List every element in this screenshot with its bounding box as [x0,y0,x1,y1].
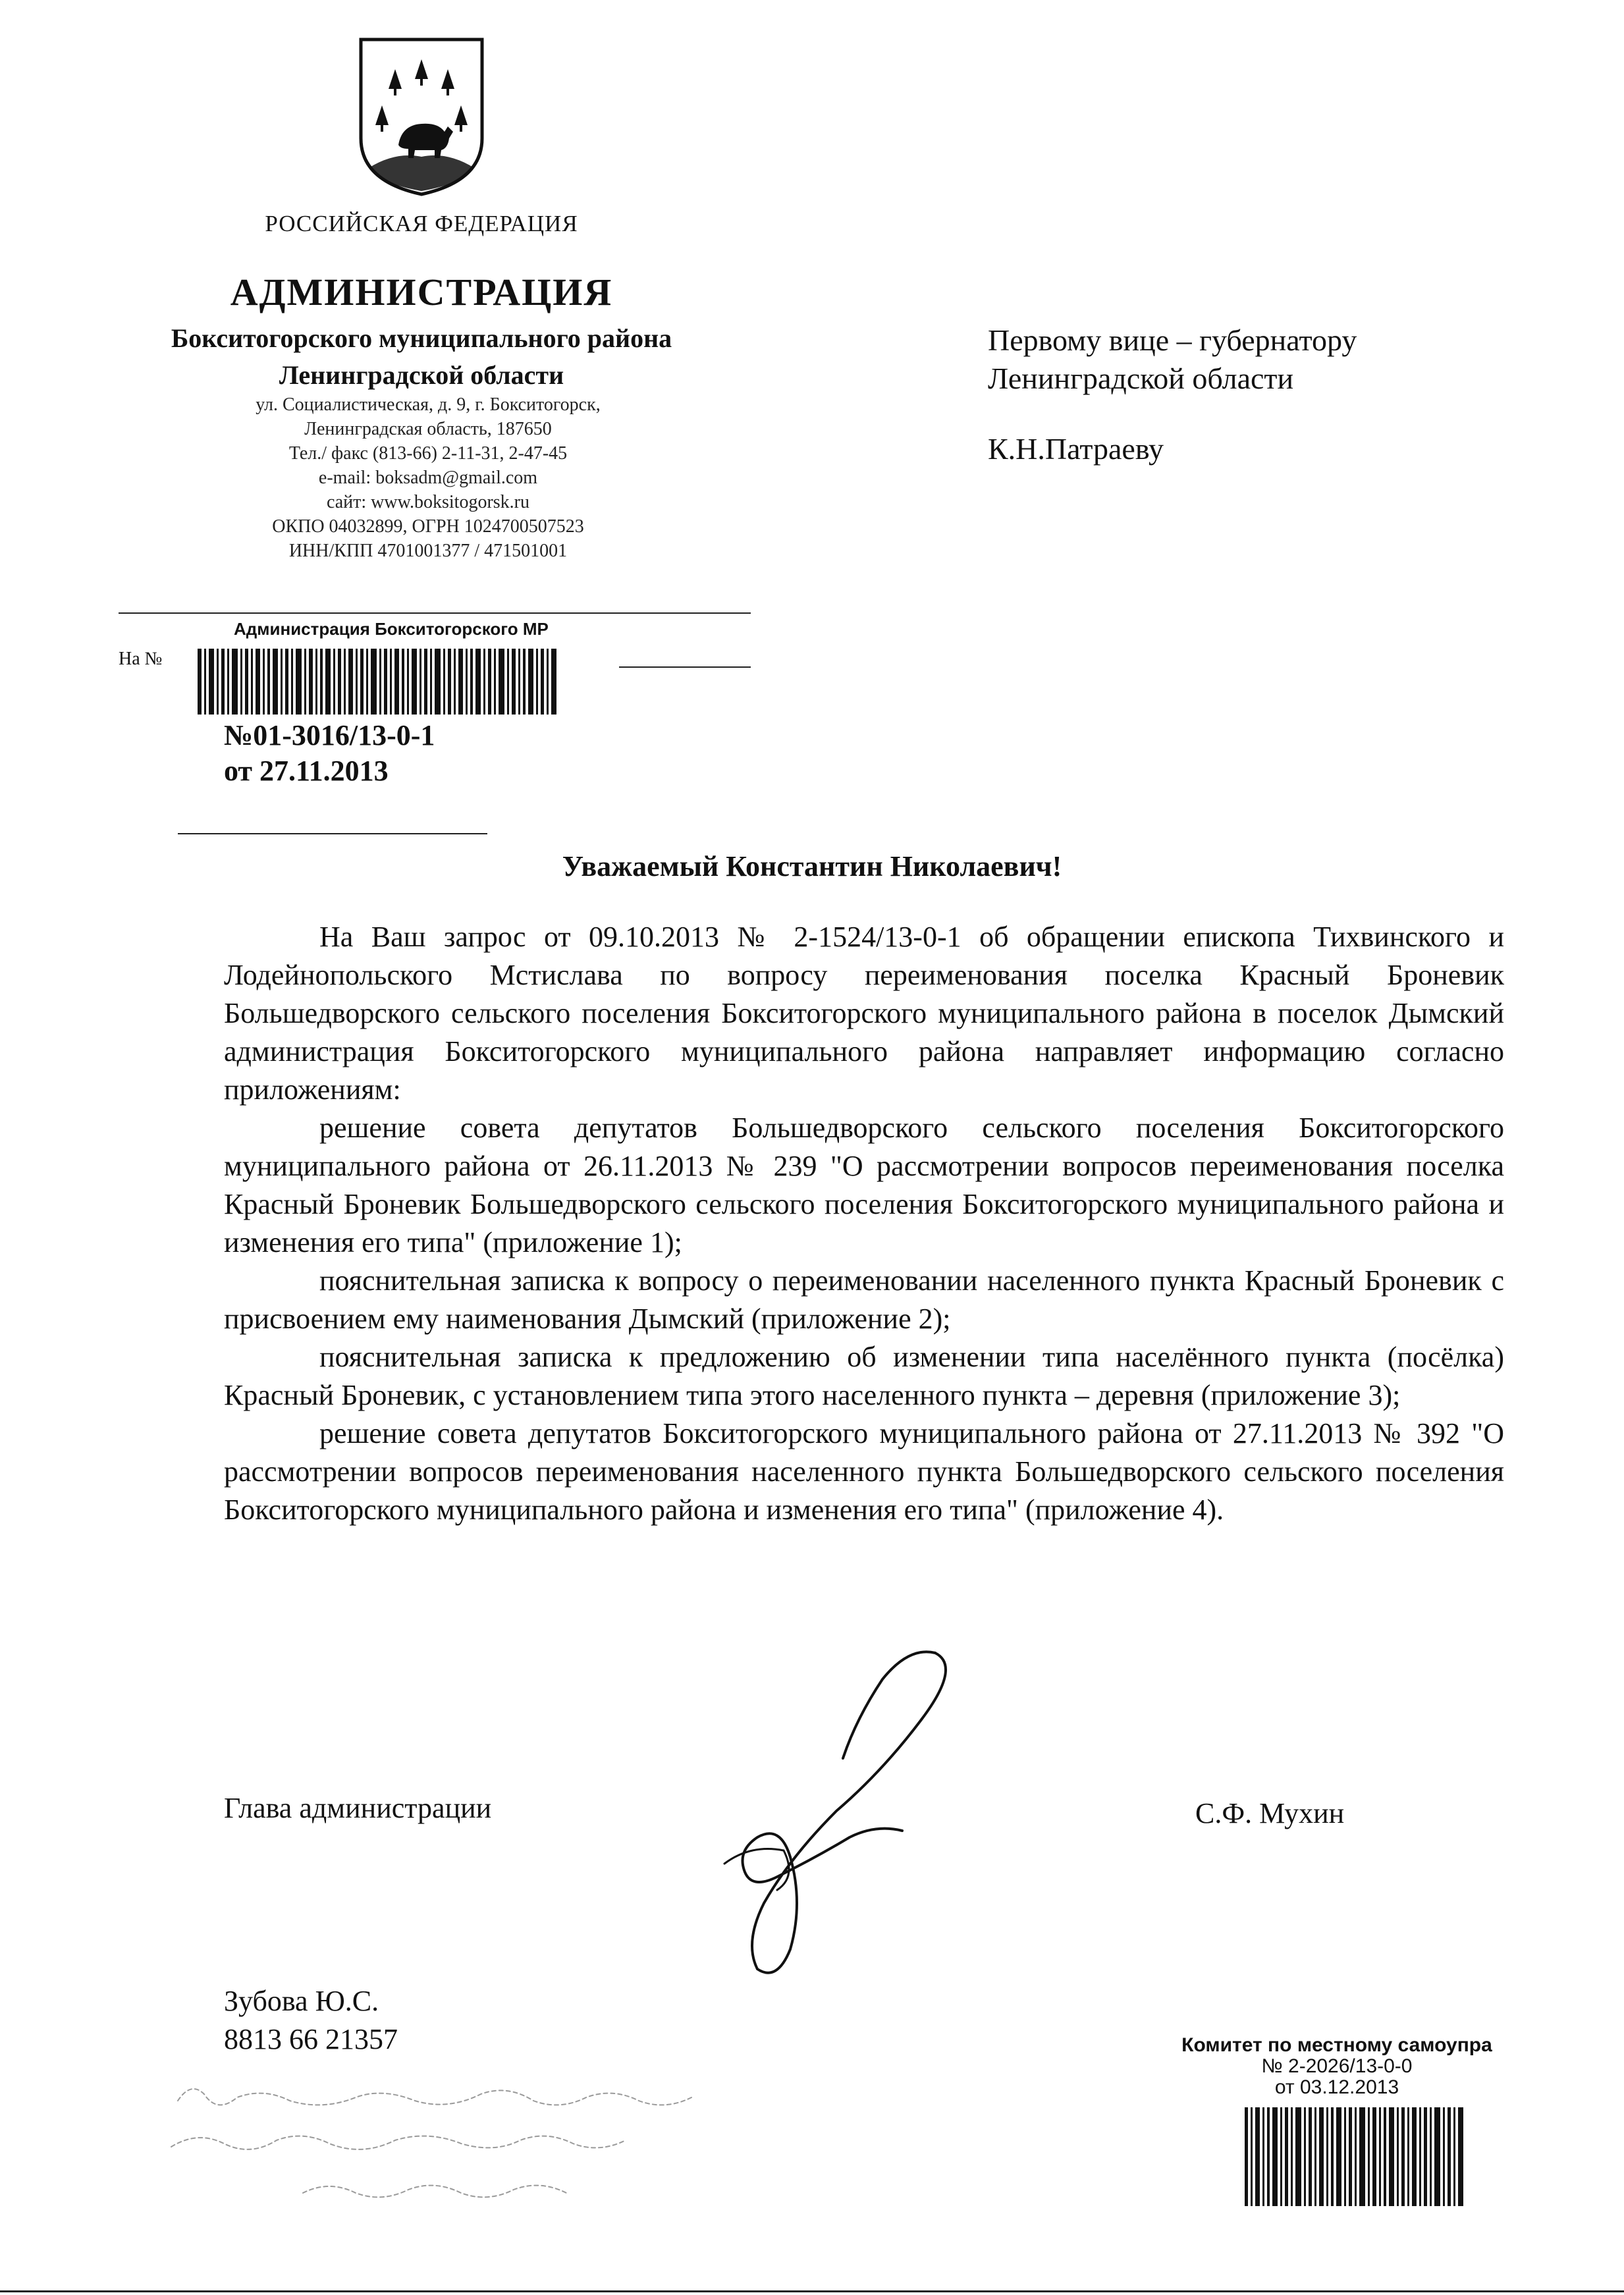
org-name [79,320,764,394]
body-paragraph: пояснительная записка к вопросу о переименовании населенного пункта Красный Броневик с присвоением ему наименования Дымский (приложение 2); [224,1264,1504,1335]
addressee [988,321,1357,398]
incoming-stamp-org: Комитет по местному самоупра [1181,2034,1492,2056]
signatory-position: Глава администрации [224,1792,492,1824]
outgoing-number: №01-3016/13-0-1 [224,719,435,751]
divider [178,833,487,834]
body-paragraph: решение совета депутатов Большедворского сельского поселения Бокситогорского муниципального района от 26.11.2013 № 239 "О рассмотрении вопросов переименования поселка Красный Броневик Большедворского сельского поселения Бокситогорского муниципального района и изменения его типа" (приложение 1); [224,1112,1504,1258]
inn-kpp: ИНН/КПП 4701001377 / 471501001 [288,541,568,561]
outgoing-stamp-org: Администрация Бокситогорского МР [234,619,549,639]
executor-name: Зубова Ю.С. [224,1985,379,2017]
outgoing-barcode [198,649,560,715]
incoming-number: № 2-2026/13-0-0 [1261,2055,1413,2077]
address-line1: ул. Социалистическая, д. 9, г. Бокситогорск, [256,394,601,415]
country-label: РОССИЙСКАЯ ФЕДЕРАЦИЯ [265,211,578,236]
body-paragraph: решение совета депутатов Бокситогорского муниципального района от 27.11.2013 № 392 "О рассмотрении вопросов переименования населенного пункта Большедворского сельского поселения Бокситогорского муниципального района и изменения его типа" (приложение 4). [224,1417,1504,1526]
handwritten-note [165,2074,757,2223]
org-title: АДМИНИСТРАЦИЯ [230,271,613,313]
addressee-region: Ленинградской области [988,362,1294,395]
outgoing-stamp-registration [224,718,435,789]
addressee-name: К.Н.Патраеву [988,432,1164,466]
incoming-date: от 03.12.2013 [1274,2076,1399,2098]
reference-label: На № [119,649,163,669]
website: сайт: www.boksitogorsk.ru [326,492,530,512]
body-paragraph: пояснительная записка к предложению об изменении типа населённого пункта (посёлка) Красный Броневик, с установлением типа этого населенного пункта – деревня (приложение 3); [224,1341,1504,1411]
salutation: Уважаемый Константин Николаевич! [562,850,1062,882]
body-paragraph: На Ваш запрос от 09.10.2013 № 2-1524/13-0-1 об обращении епископа Тихвинского и Лодейнопольского Мстислава по вопросу переименования поселка Красный Броневик Большедворского сельского поселения Бокситогорского муниципального района в поселок Дымский администрация Бокситогорского муниципального района направляет информацию согласно приложениям: [224,921,1504,1106]
addressee-position: Первому вице – губернатору [988,323,1357,357]
phone-fax: Тел./ факс (813-66) 2-11-31, 2-47-45 [288,443,568,464]
org-contacts [171,392,685,563]
executor [224,1982,398,2059]
letter-body [224,918,1504,1529]
signatory-name: С.Ф. Мухин [1195,1797,1345,1829]
outgoing-date: от 27.11.2013 [224,755,389,787]
executor-phone: 8813 66 21357 [224,2023,398,2055]
okpo-ogrn: ОКПО 04032899, ОГРН 1024700507523 [272,516,584,537]
signature-icon [685,1640,975,1985]
coat-of-arms-icon [356,33,487,198]
org-name-line2: Ленинградской области [279,360,564,390]
divider [119,612,751,614]
email: e-mail: boksadm@gmail.com [318,468,538,488]
org-name-line1: Бокситогорского муниципального района [171,323,672,353]
address-line2: Ленинградская область, 187650 [304,419,552,439]
scan-edge [0,2290,1624,2292]
divider [619,666,751,668]
incoming-barcode [1245,2107,1469,2206]
incoming-stamp [1149,2035,1525,2098]
